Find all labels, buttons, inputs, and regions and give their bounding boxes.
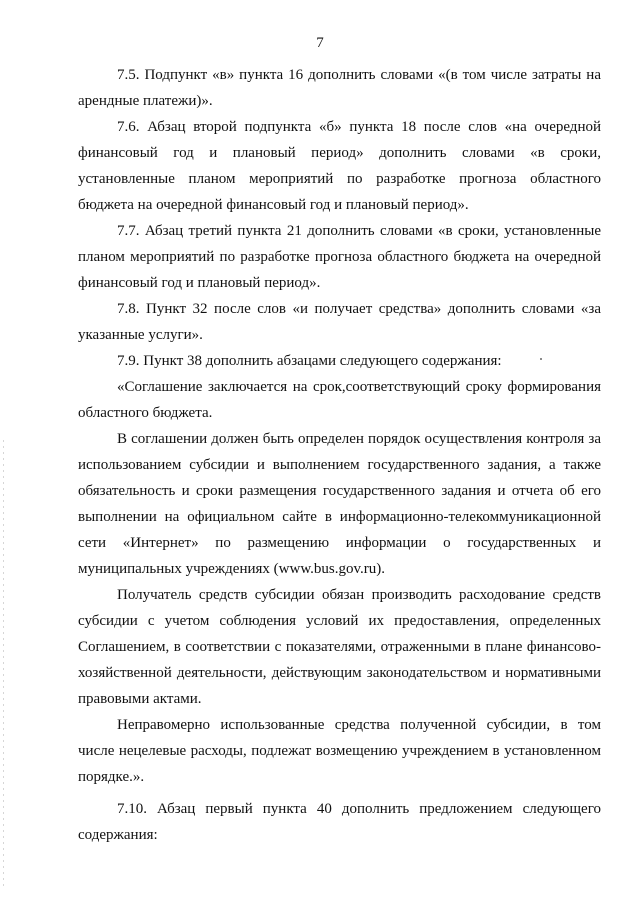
quote-misused-funds: Неправомерно использованные средства полученной субсидии, в том числе нецелевые расходы, подлежат возмещению учреждением в установленном порядке.». <box>78 717 601 785</box>
paragraph-7-6: 7.6. Абзац второй подпункта «б» пункта 18 после слов «на очередной финансовый год и плановый период» дополнить словами «в сроки, установленные планом мероприятий по разработке прогноза областного бюджета на очередной финансовый год и плановый период». <box>78 119 601 213</box>
quote-control-procedure: В соглашении должен быть определен порядок осуществления контроля за использованием субсидии и выполнением государственного задания, а также обязательность и сроки размещения государственного задания и отчета об его выполнении на официальном сайте в информационно-телекоммуникационной сети «Интернет» по размещению информации о государственных и муниципальных учреждениях (www.bus.gov.ru). <box>78 431 601 577</box>
document-body <box>78 62 601 848</box>
page-number: 7 <box>316 35 324 51</box>
paragraph-7-8: 7.8. Пункт 32 после слов «и получает средства» дополнить словами «за указанные услуги». <box>78 301 601 343</box>
paragraph-7-9: 7.9. Пункт 38 дополнить абзацами следующего содержания: <box>117 353 502 369</box>
quote-agreement-term: «Соглашение заключается на срок,соответствующий сроку формирования областного бюджета. <box>78 379 601 421</box>
scan-margin-artifact <box>3 440 4 890</box>
scan-speck <box>540 358 542 360</box>
paragraph-7-7: 7.7. Абзац третий пункта 21 дополнить словами «в сроки, установленные планом мероприятий по разработке прогноза областного бюджета на очередной финансовый год и плановый период». <box>78 223 601 291</box>
paragraph-7-5: 7.5. Подпункт «в» пункта 16 дополнить словами «(в том числе затраты на арендные платежи)». <box>78 67 601 109</box>
quote-recipient-obligation: Получатель средств субсидии обязан производить расходование средств субсидии с учетом соблюдения условий их предоставления, определенных Соглашением, в соответствии с показателями, отраженными в плане финансово-хозяйственной деятельности, действующим законодательством и нормативными правовыми актами. <box>78 587 601 707</box>
paragraph-7-10: 7.10. Абзац первый пункта 40 дополнить предложением следующего содержания: <box>78 801 601 843</box>
